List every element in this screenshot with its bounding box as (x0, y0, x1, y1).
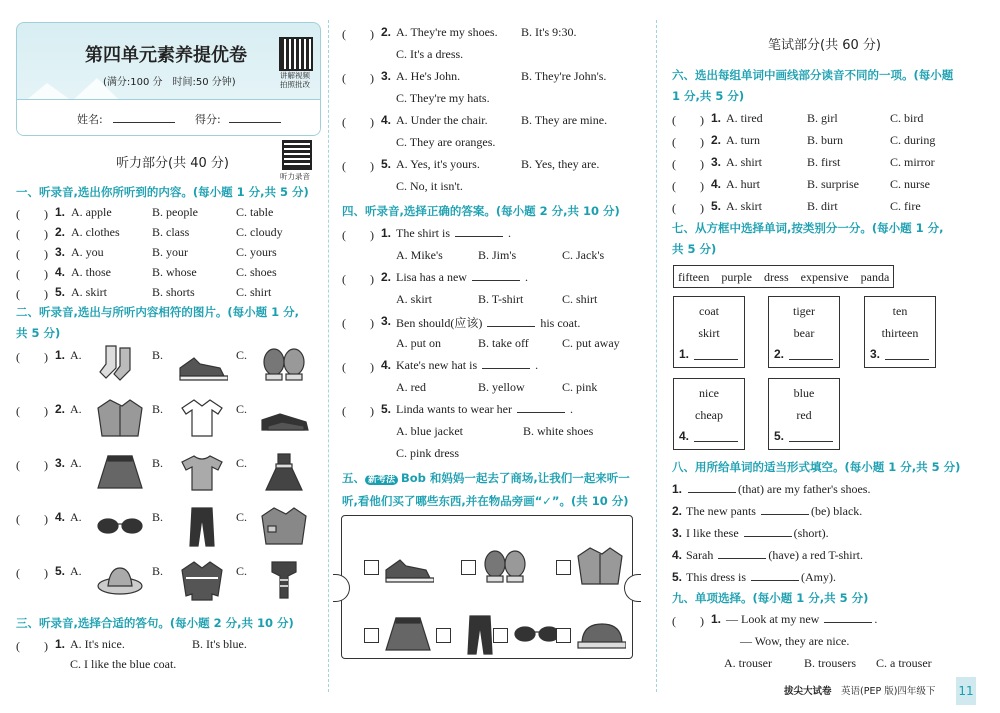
checkbox[interactable] (556, 628, 571, 643)
option-c[interactable]: C. mirror (890, 155, 935, 169)
option-c[interactable]: C. Jack's (562, 248, 605, 262)
option-b[interactable]: B. girl (807, 111, 838, 125)
answer-blank[interactable] (694, 441, 738, 442)
category-box (673, 296, 745, 368)
question-text: Linda wants to wear her . (396, 402, 573, 416)
option-b[interactable]: B. Yes, they are. (521, 157, 600, 171)
skirt-picture[interactable] (94, 450, 146, 494)
question-number: 2. (55, 402, 66, 416)
option-b[interactable]: B. take off (478, 336, 529, 350)
dress-picture[interactable] (258, 450, 310, 494)
option-c[interactable]: C. fire (890, 199, 921, 213)
sneakers-picture[interactable] (176, 342, 228, 386)
question-number: 4. (711, 177, 722, 191)
question-number: 5. (381, 402, 392, 416)
answer-paren[interactable]: ( ) (16, 247, 48, 261)
option-c[interactable]: C. nurse (890, 177, 930, 191)
option-a[interactable]: A. He's John. (396, 69, 461, 83)
option-b[interactable]: B. burn (807, 133, 843, 147)
option-c[interactable]: C. during (890, 133, 936, 147)
option-label: A. (70, 402, 82, 416)
section-title: 二、听录音,选出与所听内容相符的图片。(每小题 1 分, (16, 305, 299, 319)
answer-paren[interactable]: ( ) (16, 350, 48, 364)
answer-paren[interactable]: ( ) (16, 458, 48, 472)
question-number: 5. (55, 564, 66, 578)
hat-picture[interactable] (94, 558, 146, 602)
question-text: Sarah (have) a red T-shirt. (686, 548, 863, 562)
option-label: A. (70, 348, 82, 362)
shirt-picture[interactable] (176, 396, 228, 440)
option-c[interactable]: C. They are oranges. (396, 135, 496, 149)
option-b[interactable]: B. It's blue. (192, 637, 247, 651)
t-shirt-picture[interactable] (176, 450, 228, 494)
option-a[interactable]: A. blue jacket (396, 424, 463, 438)
section-title: 共 5 分) (16, 326, 61, 340)
question-number: 4. (679, 429, 690, 443)
option-a[interactable]: A. you (71, 245, 104, 259)
answer-paren[interactable]: ( ) (16, 639, 48, 653)
category-word: skirt (698, 326, 720, 340)
option-c[interactable]: C. cloudy (236, 225, 283, 239)
answer-blank[interactable] (824, 612, 872, 623)
question-text: — Wow, they are nice. (740, 634, 850, 648)
answer-blank[interactable] (789, 441, 833, 442)
exam-title: 第四单元素养提优卷 (85, 45, 247, 66)
question-number: 1. (679, 347, 690, 361)
option-c[interactable]: C. shirt (562, 292, 598, 306)
question-text: I like these (short). (686, 526, 829, 540)
question-text: Ben should(应该) his coat. (396, 316, 581, 330)
option-b[interactable]: B. They're John's. (521, 69, 607, 83)
option-a[interactable]: A. trouser (724, 656, 772, 670)
question-number: 3. (711, 155, 722, 169)
option-a[interactable]: A. shirt (726, 155, 762, 169)
name-label: 姓名: (77, 113, 103, 126)
section-title: 三、听录音,选择合适的答句。(每小题 2 分,共 10 分) (16, 616, 294, 630)
category-word: nice (699, 386, 719, 400)
jacket-picture[interactable] (94, 396, 146, 440)
category-word: cheap (695, 408, 723, 422)
answer-paren[interactable]: ( ) (342, 404, 374, 418)
option-c[interactable]: C. No, it isn't. (396, 179, 463, 193)
section-title: 听,看他们买了哪些东西,并在物品旁画“✓”。(共 10 分) (342, 494, 629, 508)
question-number: 1. (672, 482, 683, 496)
answer-paren[interactable]: ( ) (672, 201, 704, 215)
checkbox[interactable] (556, 560, 571, 575)
answer-paren[interactable]: ( ) (16, 404, 48, 418)
answer-blank[interactable] (789, 359, 833, 360)
option-b[interactable]: B. It's 9:30. (521, 25, 577, 39)
answer-blank[interactable] (455, 226, 503, 237)
word-bank: fifteen purple dress expensive panda (673, 265, 894, 288)
skirt-picture[interactable] (382, 612, 434, 656)
answer-paren[interactable]: ( ) (16, 512, 48, 526)
right-column (656, 0, 1000, 713)
checkbox[interactable] (461, 560, 476, 575)
answer-paren[interactable]: ( ) (342, 272, 374, 286)
answer-blank[interactable] (885, 359, 929, 360)
left-column (0, 0, 328, 713)
answer-blank[interactable] (482, 358, 530, 369)
section-title: 1 分,共 5 分) (672, 89, 745, 103)
question-number: 3. (381, 314, 392, 328)
section-title: 七、从方框中选择单词,按类别分一分。(每小题 1 分, (672, 221, 944, 235)
question-number: 1. (55, 205, 66, 219)
answer-blank[interactable] (472, 270, 520, 281)
option-label: A. (70, 564, 82, 578)
option-c[interactable]: C. table (236, 205, 274, 219)
question-number: 4. (55, 265, 66, 279)
option-c[interactable]: C. shirt (236, 285, 272, 299)
category-word: tiger (793, 304, 815, 318)
section-title-text: Bob 和妈妈一起去了商场,让我们一起来听一 (401, 471, 630, 485)
listening-title: 听力部分(共 40 分) (116, 156, 229, 171)
answer-paren[interactable]: ( ) (672, 113, 704, 127)
option-c[interactable]: C. It's a dress. (396, 47, 464, 61)
answer-blank[interactable] (688, 482, 736, 493)
question-number: 3. (672, 526, 683, 540)
middle-column (328, 0, 656, 713)
option-a[interactable]: A. skirt (396, 292, 432, 306)
answer-paren[interactable]: ( ) (342, 115, 374, 129)
option-a[interactable]: A. It's nice. (70, 637, 125, 651)
footer-brand: 拔尖大试卷 (784, 686, 832, 697)
mittens-picture[interactable] (479, 544, 531, 588)
qr-code[interactable] (279, 37, 313, 71)
option-b[interactable]: B. whose (152, 265, 197, 279)
question-number: 2. (774, 347, 785, 361)
option-a[interactable]: A. those (71, 265, 111, 279)
option-a[interactable]: A. turn (726, 133, 760, 147)
question-text: — Look at my new . (726, 612, 878, 626)
answer-paren[interactable]: ( ) (672, 157, 704, 171)
written-title: 笔试部分(共 60 分) (768, 38, 881, 53)
question-number: 5. (711, 199, 722, 213)
option-b[interactable]: B. Jim's (478, 248, 517, 262)
option-c[interactable]: C. yours (236, 245, 277, 259)
option-a[interactable]: A. put on (396, 336, 441, 350)
answer-blank[interactable] (487, 316, 535, 327)
option-label: B. (152, 510, 164, 524)
option-b[interactable]: B. surprise (807, 177, 859, 191)
option-b[interactable]: B. people (152, 205, 198, 219)
answer-paren[interactable]: ( ) (342, 316, 374, 330)
section-title: 九、单项选择。(每小题 1 分,共 5 分) (672, 591, 869, 605)
answer-paren[interactable]: ( ) (16, 267, 48, 281)
name-field[interactable] (113, 122, 175, 123)
question-number: 4. (381, 358, 392, 372)
option-label: C. (236, 510, 248, 524)
option-a[interactable]: A. Yes, it's yours. (396, 157, 480, 171)
question-number: 2. (55, 225, 66, 239)
option-a[interactable]: A. apple (71, 205, 112, 219)
section-title (342, 470, 630, 486)
section-title: 八、用所给单词的适当形式填空。(每小题 1 分,共 5 分) (672, 460, 961, 474)
option-a[interactable]: A. tired (726, 111, 763, 125)
option-a[interactable]: A. hurt (726, 177, 760, 191)
question-number: 1. (55, 637, 66, 651)
category-word: thirteen (881, 326, 919, 340)
option-c[interactable]: C. pink dress (396, 446, 459, 460)
coat-picture[interactable] (258, 504, 310, 548)
answer-blank[interactable] (761, 504, 809, 515)
question-number: 5. (672, 570, 683, 584)
score-label: 得分: (195, 113, 221, 126)
option-c[interactable]: C. I like the blue coat. (70, 657, 177, 671)
qr-caption: 讲解视频 拍照批改 (280, 71, 310, 89)
option-label: A. (70, 510, 82, 524)
scarf-picture[interactable] (258, 558, 310, 602)
option-c[interactable]: C. bird (890, 111, 924, 125)
option-a[interactable]: A. skirt (726, 199, 762, 213)
sunglasses-picture[interactable] (94, 504, 146, 548)
question-text: This dress is (Amy). (686, 570, 836, 584)
category-word: coat (699, 304, 719, 318)
category-word: ten (892, 304, 908, 318)
option-a[interactable]: A. red (396, 380, 426, 394)
category-word: red (796, 408, 812, 422)
answer-blank[interactable] (517, 402, 565, 413)
shoes-picture[interactable] (258, 396, 310, 440)
option-a[interactable]: A. clothes (71, 225, 120, 239)
option-b[interactable]: B. T-shirt (478, 292, 524, 306)
qr-code[interactable] (282, 140, 312, 170)
category-box (673, 378, 745, 450)
answer-paren[interactable]: ( ) (16, 227, 48, 241)
option-label: C. (236, 564, 248, 578)
footer (784, 683, 935, 697)
question-number: 3. (870, 347, 881, 361)
footer-subject: 英语(PEP 版)四年级下 (841, 686, 936, 697)
option-b[interactable]: B. your (152, 245, 188, 259)
exam-subtitle: (满分:100 分 时间:50 分钟) (103, 77, 236, 88)
option-b[interactable]: B. class (152, 225, 190, 239)
page-number: 11 (956, 677, 976, 705)
question-number: 5. (55, 285, 66, 299)
question-number: 5. (774, 429, 785, 443)
qr-caption: 听力录音 (280, 172, 310, 181)
mittens-picture[interactable] (258, 342, 310, 386)
answer-paren[interactable]: ( ) (342, 360, 374, 374)
category-word: blue (793, 386, 815, 400)
option-label: C. (236, 456, 248, 470)
option-label: C. (236, 348, 248, 362)
question-text: The new pants (be) black. (686, 504, 863, 518)
answer-paren[interactable]: ( ) (342, 27, 374, 41)
question-number: 1. (711, 111, 722, 125)
option-a[interactable]: A. Under the chair. (396, 113, 488, 127)
category-box (768, 296, 840, 368)
option-b[interactable]: B. They are mine. (521, 113, 608, 127)
category-word: bear (793, 326, 815, 340)
option-label: A. (70, 456, 82, 470)
question-number: 2. (381, 25, 392, 39)
pants-picture[interactable] (176, 504, 228, 548)
checkbox[interactable] (364, 628, 379, 643)
question-number: 2. (672, 504, 683, 518)
option-b[interactable]: B. dirt (807, 199, 838, 213)
answer-paren[interactable]: ( ) (16, 566, 48, 580)
option-a[interactable]: A. Mike's (396, 248, 443, 262)
answer-paren[interactable]: ( ) (342, 159, 374, 173)
question-number: 1. (711, 612, 722, 626)
category-box (864, 296, 936, 368)
answer-blank[interactable] (751, 570, 799, 581)
option-b[interactable]: B. yellow (478, 380, 525, 394)
checkbox[interactable] (493, 628, 508, 643)
cap-picture[interactable] (574, 612, 626, 656)
option-b[interactable]: B. white shoes (523, 424, 594, 438)
question-text: The shirt is . (396, 226, 511, 240)
option-c[interactable]: C. They're my hats. (396, 91, 490, 105)
answer-paren[interactable]: ( ) (672, 135, 704, 149)
answer-blank[interactable] (718, 548, 766, 559)
socks-picture[interactable] (94, 342, 146, 386)
question-number: 4. (672, 548, 683, 562)
section-title: 一、听录音,选出你所听到的内容。(每小题 1 分,共 5 分) (16, 185, 309, 199)
question-number: 3. (55, 245, 66, 259)
answer-paren[interactable]: ( ) (16, 207, 48, 221)
category-box (768, 378, 840, 450)
answer-blank[interactable] (694, 359, 738, 360)
section-title: 四、听录音,选择正确的答案。(每小题 2 分,共 10 分) (342, 204, 620, 218)
jacket-picture[interactable] (574, 544, 626, 588)
option-c[interactable]: C. put away (562, 336, 620, 350)
answer-paren[interactable]: ( ) (672, 179, 704, 193)
option-c[interactable]: C. pink (562, 380, 598, 394)
question-number: 3. (55, 456, 66, 470)
section-title: 共 5 分) (672, 242, 717, 256)
question-number: 4. (381, 113, 392, 127)
question-text: Kate's new hat is . (396, 358, 539, 372)
option-label: B. (152, 564, 164, 578)
answer-paren[interactable]: ( ) (672, 614, 704, 628)
answer-blank[interactable] (744, 526, 792, 537)
question-number: 1. (55, 348, 66, 362)
section-title: 六、选出每组单词中画线部分读音不同的一项。(每小题 (672, 68, 954, 82)
question-number: 2. (711, 133, 722, 147)
section-number: 五、 (342, 471, 365, 485)
question-text: Lisa has a new . (396, 270, 528, 284)
option-b[interactable]: B. first (807, 155, 841, 169)
question-number: 5. (381, 157, 392, 171)
option-a[interactable]: A. skirt (71, 285, 107, 299)
option-label: C. (236, 402, 248, 416)
option-a[interactable]: A. They're my shoes. (396, 25, 498, 39)
option-label: B. (152, 402, 164, 416)
checkbox[interactable] (436, 628, 451, 643)
option-b[interactable]: B. trousers (804, 656, 856, 670)
question-number: 2. (381, 270, 392, 284)
answer-paren[interactable]: ( ) (342, 228, 374, 242)
option-b[interactable]: B. shorts (152, 285, 195, 299)
option-c[interactable]: C. shoes (236, 265, 277, 279)
sneakers-picture[interactable] (382, 544, 434, 588)
option-label: B. (152, 348, 164, 362)
question-number: 1. (381, 226, 392, 240)
exam-header (16, 22, 321, 136)
new-exam-badge: 新考法 (365, 475, 398, 485)
checkbox[interactable] (364, 560, 379, 575)
score-field[interactable] (229, 122, 281, 123)
question-number: 3. (381, 69, 392, 83)
option-label: B. (152, 456, 164, 470)
option-c[interactable]: C. a trouser (876, 656, 932, 670)
question-text: (that) are my father's shoes. (686, 482, 870, 497)
name-score-row (17, 99, 320, 136)
answer-paren[interactable]: ( ) (342, 71, 374, 85)
question-number: 4. (55, 510, 66, 524)
answer-paren[interactable]: ( ) (16, 287, 48, 301)
sweater-picture[interactable] (176, 558, 228, 602)
